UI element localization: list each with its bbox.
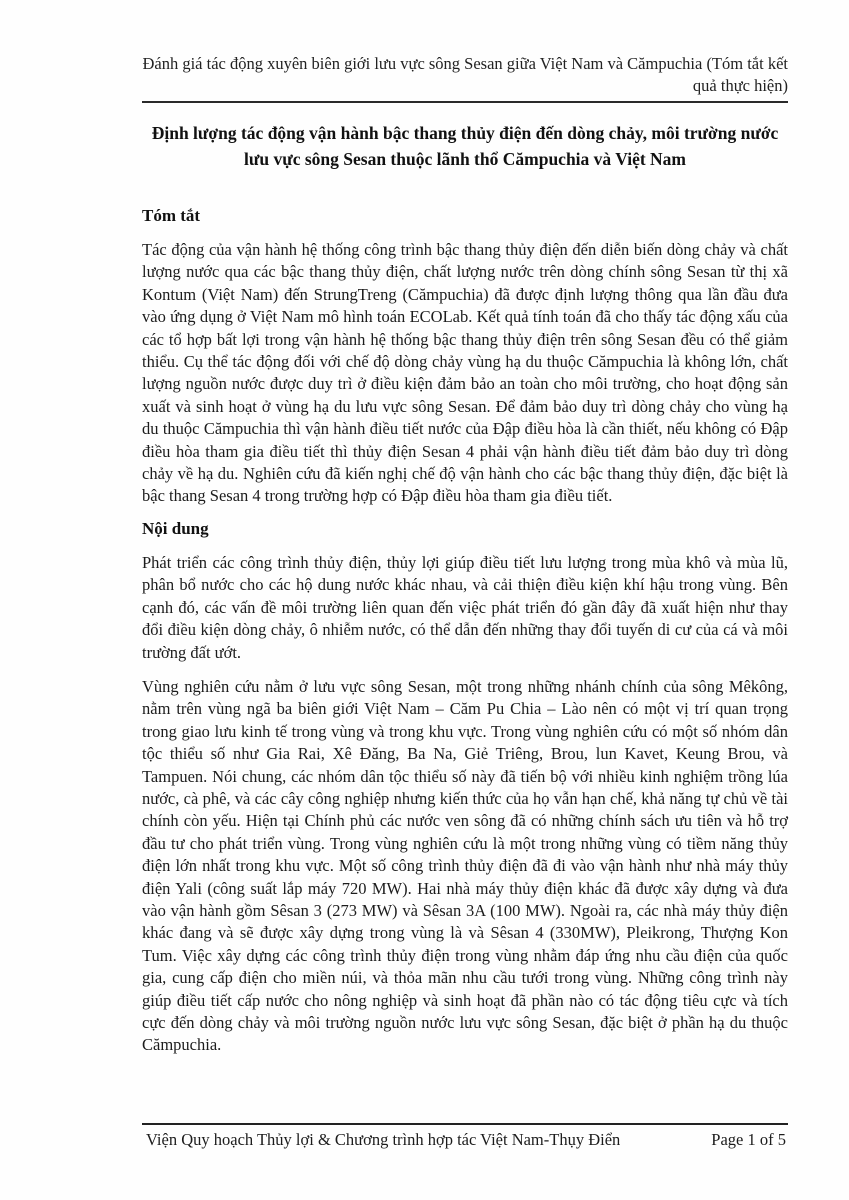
section-heading-abstract: Tóm tắt [142, 206, 201, 225]
page-content [142, 0, 788, 1057]
page-footer [142, 1123, 788, 1151]
footer-organization: Viện Quy hoạch Thủy lợi & Chương trình hợp tác Việt Nam-Thụy Điển [146, 1130, 621, 1149]
header-running-title: Đánh giá tác động xuyên biên giới lưu vực sông Sesan giữa Việt Nam và Cămpuchia (Tóm tắt kết quả thực hiện) [142, 54, 788, 95]
content-paragraph-1: Phát triển các công trình thủy điện, thủy lợi giúp điều tiết lưu lượng trong mùa khô và mùa lũ, phân bổ nước cho các hộ dung nước khác nhau, và cải thiện điều kiện khí hậu trong vùng. Bên cạnh đó, các vấn đề môi trường liên quan đến việc phát triển đó gần đây đã xuất hiện như thay đổi điều kiện dòng chảy, ô nhiễm nước, có thể dẫn đến những thay đổi tuyến di cư của cá và môi trường đất ướt. [142, 552, 788, 662]
abstract-paragraph: Tác động của vận hành hệ thống công trình bậc thang thủy điện đến diễn biến dòng chảy và chất lượng nước qua các bậc thang thủy điện, chất lượng nước trên dòng chính sông Sesan từ thị xã Kontum (Việt Nam) đến StrungTreng (Cămpuchia) đã được định lượng thông qua lần đầu đưa vào ứng dụng ở Việt Nam mô hình toán ECOLab. Kết quả tính toán đã cho thấy tác động xấu của các tổ hợp bất lợi trong vận hành hệ thống bậc thang thủy điện trên sông Sesan đều có thể giảm thiểu. Cụ thể tác động đối với chế độ dòng chảy vùng hạ du thuộc Cămpuchia là không lớn, chất lượng nguồn nước được duy trì ở điều kiện đảm bảo an toàn cho môi trường, cho hoạt động sản xuất và sinh hoạt ở vùng hạ du lưu vực sông Sesan. Để đảm bảo duy trì dòng chảy cho vùng hạ du thuộc Cămpuchia thì vận hành điều tiết nước của Đập điều hòa là cần thiết, nếu không có Đập điều hòa tham gia điều tiết thì thủy điện Sesan 4 phải vận hành điều tiết đảm bảo duy trì dòng chảy về hạ du. Nghiên cứu đã kiến nghị chế độ vận hành cho các bậc thang thủy điện, đặc biệt là bậc thang Sesan 4 trong trường hợp có Đập điều hòa tham gia điều tiết. [142, 240, 788, 506]
document-title: Định lượng tác động vận hành bậc thang thủy điện đến dòng chảy, môi trường nước lưu vực sông Sesan thuộc lãnh thổ Cămpuchia và Việt Nam [151, 123, 779, 169]
footer-page-number: Page 1 of 5 [711, 1130, 786, 1149]
section-heading-content: Nội dung [142, 518, 209, 538]
page-header [142, 0, 788, 103]
content-paragraph-2: Vùng nghiên cứu nằm ở lưu vực sông Sesan, một trong những nhánh chính của sông Mêkông, nằm trên vùng ngã ba biên giới Việt Nam – Căm Pu Chia – Lào nên có một vị trí quan trọng trong giao lưu kinh tế trong vùng và trong khu vực. Trong vùng nghiên cứu có một số nhóm dân tộc thiểu số như Gia Rai, Xê Đăng, Ba Na, Giẻ Triêng, Brou, lun Kavet, Keung Brou, và Tampuen. Nói chung, các nhóm dân tộc thiểu số này đã tiến bộ với nhiều kinh nghiệm trồng lúa nước, cà phê, và các cây công nghiệp nhưng kiến thức của họ vẫn hạn chế, khả năng tự chủ về tài chính còn yếu. Hiện tại Chính phủ các nước ven sông đã có những chính sách ưu tiên và hỗ trợ đầu tư cho phát triển vùng. Trong vùng nghiên cứu là một trong những vùng có tiềm năng thủy điện lớn nhất trong khu vực. Một số công trình thủy điện đã đi vào vận hành như nhà máy thủy điện Yali (công suất lắp máy 720 MW). Hai nhà máy thủy điện khác đã được xây dựng và đưa vào vận hành gồm Sêsan 3 (273 MW) và Sêsan 3A (100 MW). Ngoài ra, các nhà máy thủy điện khác đang và sẽ được xây dựng trong vùng là và Sêsan 4 (330MW), Pleikrong, Thượng Kon Tum. Việc xây dựng các công trình thủy điện trong vùng nhằm đáp ứng nhu cầu điện của quốc gia, cung cấp điện cho miền núi, và thỏa mãn nhu cầu tưới trong vùng. Những công trình này giúp điều tiết cấp nước cho nông nghiệp và sinh hoạt đã phần nào có tác động tiêu cực và tích cực đến dòng chảy và môi trường nguồn nước lưu vực sông Sesan, đặc biệt ở phần hạ du thuộc Cămpuchia. [142, 676, 788, 1055]
